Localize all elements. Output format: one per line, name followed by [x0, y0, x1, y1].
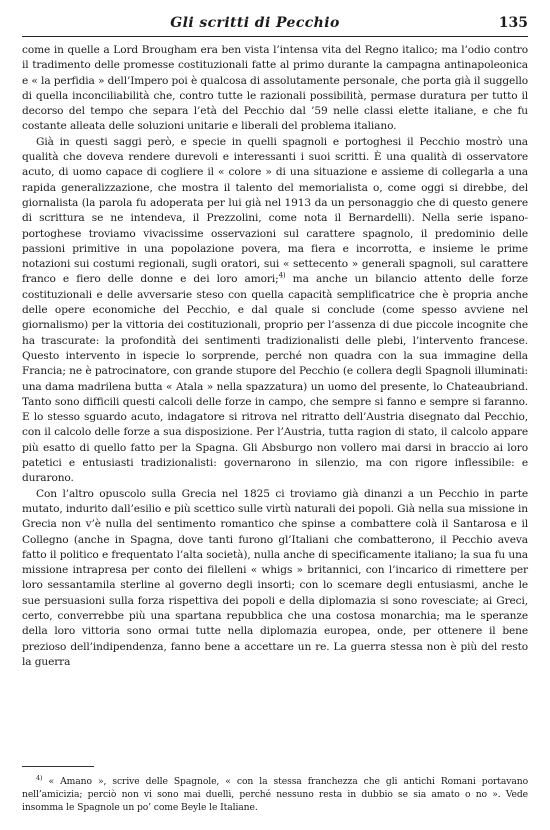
footnote: [22, 775, 528, 814]
book-page: [22, 12, 529, 813]
footnote-reference[interactable]: 4): [278, 271, 286, 280]
footnote-divider: [22, 766, 94, 767]
paragraph-2-text-after: ma anche un bilancio attento delle forze costituzionali e delle avversarie steso con quella capacità semplificatrice che è propria anche delle opere economiche del Pecchio, e dal quale si conclude (come spesso avviene nel giornalismo) per la vittoria dei costituzionali, proprio per l’assenza di due piccole incognite che ha trascurate: la profondità dei sentimenti tradizionalisti delle plebi, l’intervento francese. Questo intervento in ispecie lo sorprende, perché non quadra con la sua immagine della Francia; ne è patrocinatore, con grande stupore del Pecchio (e collera degli Spagnoli illuminati: una dama madrilena butta « Atala » nella spazzatura) un uomo del presente, lo Chateaubriand. Tanto sono difficili questi calcoli delle forze in campo, che sempre si fanno e sempre si faranno. E lo stesso sguardo acuto, indagatore si ritrova nel ritratto dell’Austria disegnato dal Pecchio, con il calcolo delle forze a sua disposizione. Per l’Austria, tutta ragion di stato, il calcolo appare più esatto di quello fatto per la Spagna. Gli Absburgo non vollero mai darsi in braccio ai loro patetici e entusiasti tradizionalisti: governarono in silenzio, ma con rigore inflessibile: e durarono.: [22, 273, 529, 485]
main-text: [22, 43, 528, 670]
paragraph-3: Con l’altro opuscolo sulla Grecia nel 1825 ci troviamo già dinanzi a un Pecchio in parte mutato, indurito dall’esilio e più scettico sulle virtù naturali dei popoli. Già nella sua missione in Grecia non v’è nulla del sentimento romantico che spinse a combattere colà il Santarosa e il Collegno (anche in Spagna, dove tanti furono gl’Italiani che combatterono, il Pecchio aveva fatto il politico e frequentato l’alta società), nulla anche di specificamente italiano; la sua fu una missione intrapresa per conto dei filelleni « whigs » britannici, con l’incarico di rimettere per loro sessantamila sterline al governo degli insorti; con lo scemare degli entusiasmi, anche le sue persuasioni sulla forza rispettiva dei popoli e della diplomazia si sono rovesciate; ai Greci, certo, converrebbe più una spartana repubblica che una costosa monarchia; ma le speranze della loro vittoria sono ormai tutte nella diplomazia europea, onde, per ottenere il bene prezioso dell’indipendenza, fanno bene a accettare un re. La guerra stessa non è più del resto la guerra: [22, 487, 528, 668]
page-number: 135: [498, 15, 528, 31]
paragraph-2: [22, 135, 528, 487]
page-header: [22, 12, 528, 37]
paragraph-2-text-before: Già in questi saggi però, e specie in quelli spagnoli e portoghesi il Pecchio mostrò una qualità che doveva rendere durevoli e interessanti i suoi scritti. È una qualità di osservatore acuto, di uomo capace di cogliere il « colore » di una situazione e assieme di collegarla a una rapida generalizzazione, che mostra il talento del memorialista o, come oggi si direbbe, del giornalista (la parola fu adoperata per lui già nel 1913 da un personaggio che di questo genere di scrittura se ne intendeva, il Prezzolini, come nota il Bernardelli). Nella serie ispano-portoghese troviamo vivacissime osservazioni sul carattere spagnolo, il predominio delle passioni primitive in una popolazione povera, ma fiera e incorrotta, e insieme le prime notazioni sui costumi regionali, sugli oratori, sui « settecento » generali spagnoli, sul carattere franco e fiero delle donne e dei loro amori;: [22, 135, 528, 286]
footnote-text: « Amano », scrive delle Spagnole, « con la stessa franchezza che gli antichi Romani portavano nell’amicizia; perciò non vi sono mai duelli, perché nessuno resta in dubbio se sia amato o no ». Vede insomma le Spagnole un po’ come Beyle le Italiane.: [22, 776, 528, 813]
running-title: Gli scritti di Pecchio: [170, 15, 340, 31]
footnote-mark: 4): [36, 773, 43, 782]
paragraph-1: come in quelle a Lord Brougham era ben vista l’intensa vita del Regno italico; ma l’odio contro il tradimento delle promesse costituzionali fatte al primo durante la campagna antinapoleonica e « la perfidia » dell’Impero poi è qualcosa di assolutamente personale, che porta già il suggello di quella inconciliabilità che, contro tutte le razionali possibilità, permase duratura per tutto il decorso del tempo che separa l’età del Pecchio dal ’59 nelle classi elette italiane, e che fu costante alleata delle soluzioni unitarie e liberali del problema italiano.: [22, 44, 528, 133]
